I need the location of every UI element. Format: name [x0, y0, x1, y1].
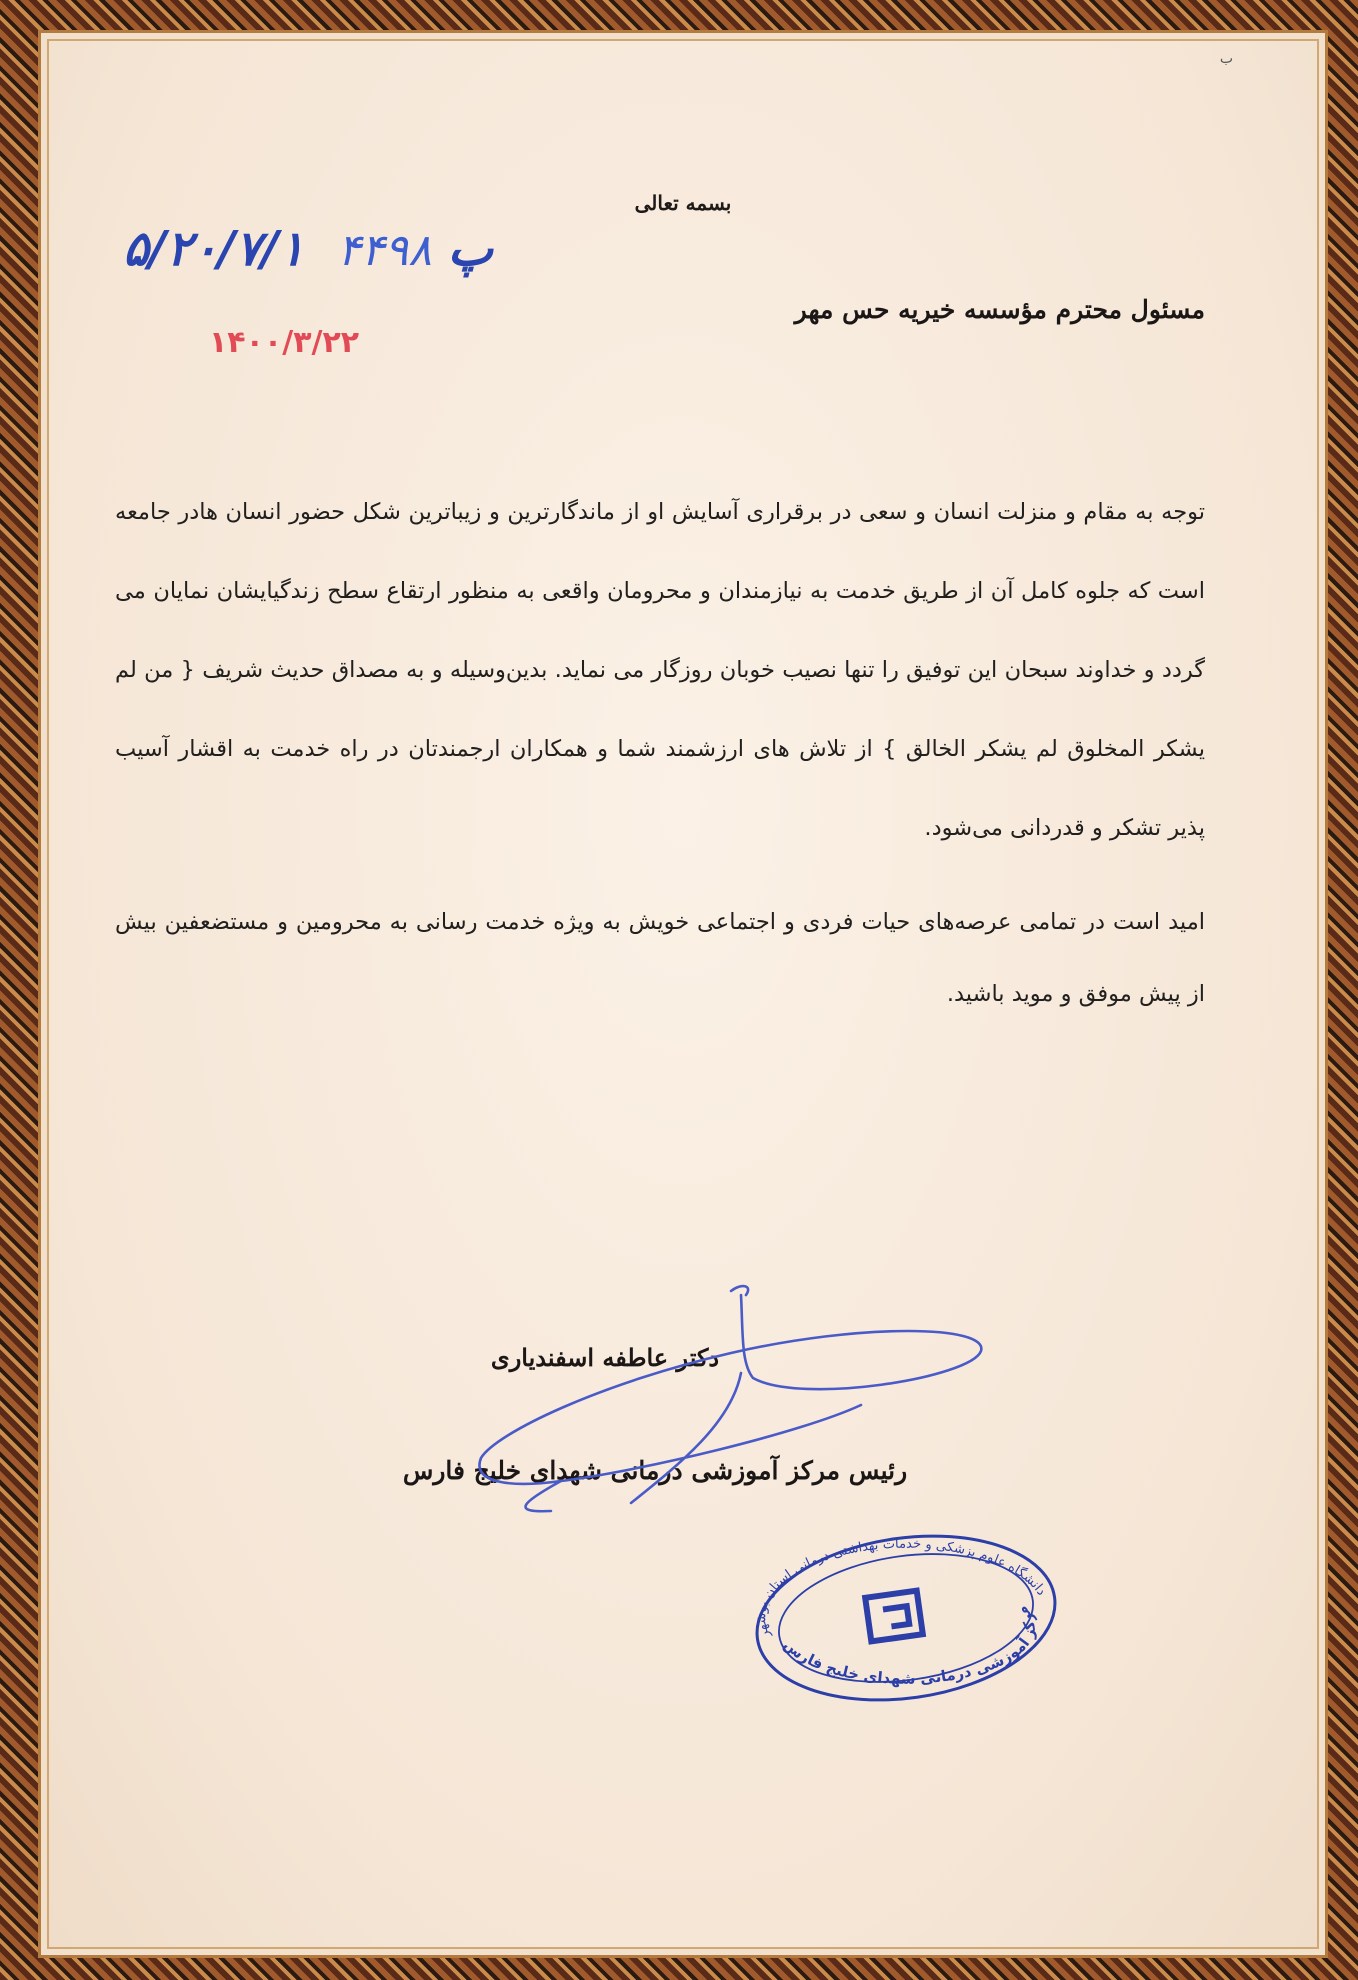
letter-body	[115, 473, 1205, 1030]
stamp-logo-icon	[865, 1591, 923, 1642]
letter-code: ۵/۲۰/۷/۱ پ	[123, 221, 493, 277]
stamp-text-inner: مرکز آموزشی درمانی شهدای خلیج فارس	[780, 1602, 1039, 1688]
letter-date: ۱۴۰۰/۳/۲۲	[209, 325, 360, 360]
signatory-name: دکتر عاطفه اسفندیاری	[490, 1343, 720, 1372]
stamp-text-outer: دانشگاه علوم پزشکی و خدمات بهداشتی درمانی استان بوشهر	[754, 1536, 1049, 1641]
letter-heading: بسمه تعالی	[634, 191, 732, 215]
svg-text:دانشگاه علوم پزشکی و خدمات بهد	[754, 1537, 1049, 1642]
letter-page	[38, 30, 1328, 1958]
corner-mark: ب	[1219, 51, 1233, 67]
svg-text:مرکز آموزشی درمانی شهدای خلیج	[780, 1602, 1039, 1687]
letter-reference	[123, 221, 503, 277]
letter-number: ۴۴۹۸	[337, 225, 432, 276]
body-paragraph-2: امید است در تمامی عرصه‌های حیات فردی و اجتماعی خویش به ویژه خدمت رسانی به محرومین و مستضعفین بیش از پیش موفق و موید باشید.	[115, 909, 1205, 1007]
recipient-line: مسئول محترم مؤسسه خیریه حس مهر	[794, 295, 1205, 324]
official-stamp	[746, 1518, 1065, 1718]
body-paragraph-1: توجه به مقام و منزلت انسان و سعی در برقراری آسایش او از ماندگارترین و زیباترین شکل حضور انسان هادر جامعه است که جلوه کامل آن از طریق خدمت به نیازمندان و محرومان واقعی به منظور ارتقاع سطح زندگیایشان نمایان می گردد و خداوند سبحان این توفیق را تنها نصیب خوبان روزگار می نماید. بدین‌وسیله و به مصداق حدیث شریف { من لم یشکر المخلوق لم یشکر الخالق } از تلاش های ارزشمند شما و همکاران ارجمندتان در راه خدمت به اقشار آسیب پذیر تشکر و قدردانی می‌شود.	[115, 499, 1205, 841]
signatory-title: رئیس مرکز آموزشی درمانی شهدای خلیج فارس	[402, 1456, 908, 1485]
